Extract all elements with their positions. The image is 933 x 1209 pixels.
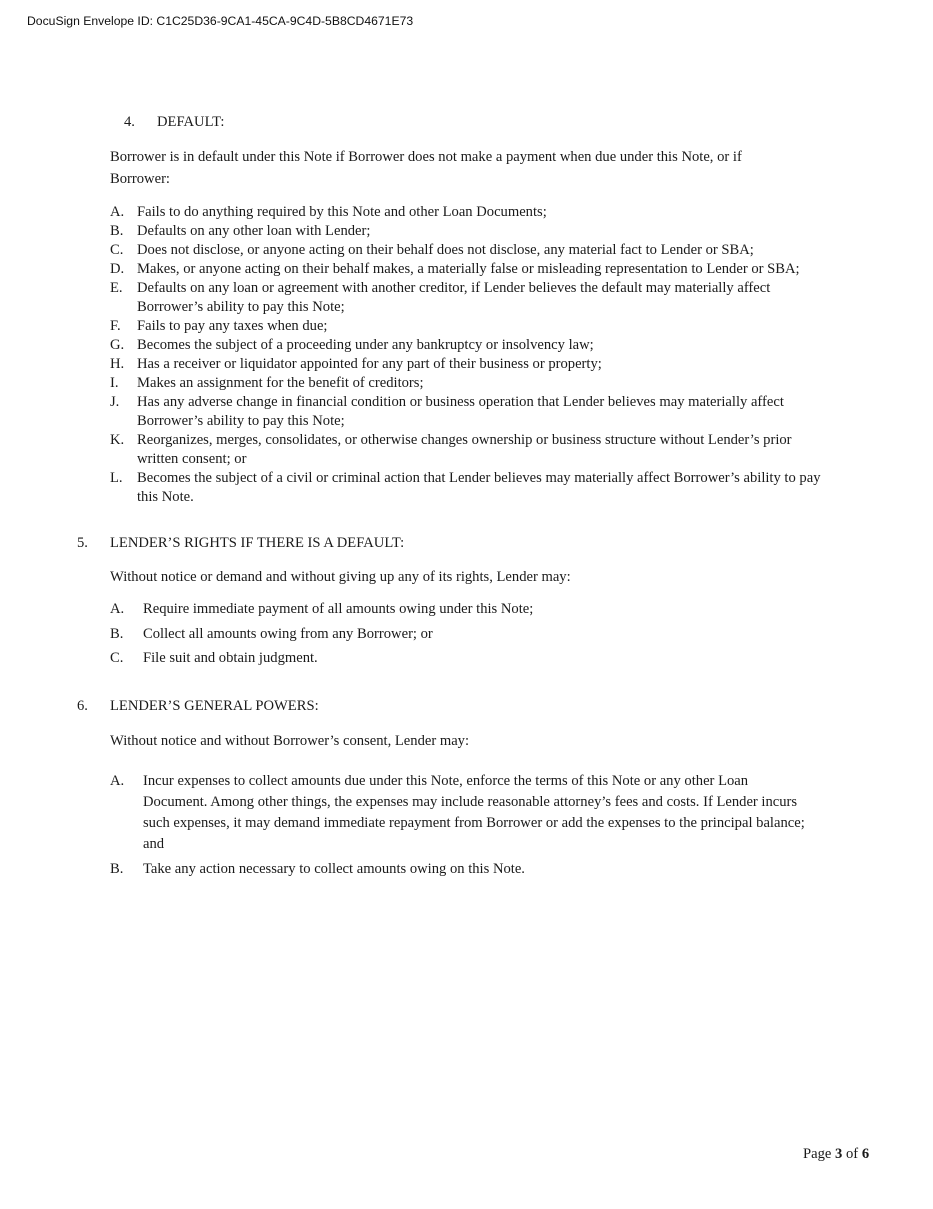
list-item-text: Incur expenses to collect amounts due under this Note, enforce the terms of this Note or any other Loan — [143, 773, 749, 789]
section-6-number: 6. — [77, 698, 88, 714]
list-item-text: Reorganizes, merges, consolidates, or otherwise changes ownership or business structure without Lender’s prior — [137, 432, 792, 448]
list-item-text: Collect all amounts owing from any Borrower; or — [143, 626, 433, 642]
section-4-title: DEFAULT: — [157, 114, 225, 130]
list-item-label: C. — [110, 650, 124, 666]
list-item-label: F. — [110, 318, 121, 334]
current-page: 3 — [835, 1146, 843, 1162]
list-item-text: Defaults on any other loan with Lender; — [137, 223, 371, 239]
section-5-title: LENDER’S RIGHTS IF THERE IS A DEFAULT: — [110, 535, 405, 551]
envelope-id: DocuSign Envelope ID: C1C25D36-9CA1-45CA-9C4D-5B8CD4671E73 — [27, 14, 414, 28]
list-item-label: B. — [110, 223, 124, 239]
list-item-label: H. — [110, 356, 125, 372]
list-item-text: Require immediate payment of all amounts owing under this Note; — [143, 601, 534, 617]
list-item-text: File suit and obtain judgment. — [143, 650, 318, 666]
section-6-title: LENDER’S GENERAL POWERS: — [110, 698, 319, 714]
list-item-text-cont: Borrower’s ability to pay this Note; — [137, 299, 345, 315]
section-5-intro: Without notice or demand and without giving up any of its rights, Lender may: — [110, 569, 571, 585]
list-item-text: Does not disclose, or anyone acting on their behalf does not disclose, any material fact to Lender or SBA; — [137, 242, 754, 258]
list-item-label: J. — [110, 394, 120, 410]
list-item-text: Fails to do anything required by this Note and other Loan Documents; — [137, 204, 547, 220]
section-4-intro: Borrower is in default under this Note if Borrower does not make a payment when due under this Note, or if — [110, 149, 742, 165]
list-item-label: D. — [110, 261, 125, 277]
page-word: Page — [803, 1146, 832, 1162]
list-item-label: L. — [110, 470, 123, 486]
list-item-text: Becomes the subject of a civil or criminal action that Lender believes may materially affect Borrower’s ability to pay — [137, 470, 821, 486]
list-item-label: I. — [110, 375, 119, 391]
list-item-text: Fails to pay any taxes when due; — [137, 318, 328, 334]
list-item-label: E. — [110, 280, 123, 296]
total-pages: 6 — [861, 1146, 870, 1162]
list-item-label: K. — [110, 432, 125, 448]
of-word: of — [845, 1146, 859, 1162]
list-item-text: Take any action necessary to collect amounts owing on this Note. — [143, 861, 525, 877]
list-item-label: B. — [110, 626, 124, 642]
section-5-number: 5. — [77, 535, 88, 551]
list-item-label: C. — [110, 242, 124, 258]
list-item-text-cont: such expenses, it may demand immediate repayment from Borrower or add the expenses to the principal balance; — [143, 815, 805, 831]
list-item-text-cont: Borrower’s ability to pay this Note; — [137, 413, 345, 429]
section-6-intro: Without notice and without Borrower’s consent, Lender may: — [110, 733, 470, 749]
section-4-intro-cont: Borrower: — [110, 171, 170, 187]
list-item-text: Has any adverse change in financial condition or business operation that Lender believes may materially affect — [137, 394, 784, 410]
list-item-text: Has a receiver or liquidator appointed for any part of their business or property; — [137, 356, 602, 372]
list-item-text: Makes an assignment for the benefit of creditors; — [137, 375, 424, 391]
list-item-text: Becomes the subject of a proceeding under any bankruptcy or insolvency law; — [137, 337, 594, 353]
list-item-text-cont: this Note. — [137, 489, 194, 505]
list-item-text-cont: and — [143, 836, 165, 852]
list-item-label: B. — [110, 861, 124, 877]
list-item-label: A. — [110, 773, 125, 789]
list-item-label: A. — [110, 204, 125, 220]
section-4-number: 4. — [124, 114, 135, 130]
page-number — [803, 1146, 869, 1163]
list-item-text: Defaults on any loan or agreement with another creditor, if Lender believes the default may materially affect — [137, 280, 771, 296]
list-item-text: Makes, or anyone acting on their behalf makes, a materially false or misleading representation to Lender or SBA; — [137, 261, 800, 277]
list-item-text-cont: written consent; or — [137, 451, 247, 467]
list-item-text-cont: Document. Among other things, the expenses may include reasonable attorney’s fees and costs. If Lender incurs — [143, 794, 798, 810]
list-item-label: G. — [110, 337, 125, 353]
list-item-label: A. — [110, 601, 125, 617]
